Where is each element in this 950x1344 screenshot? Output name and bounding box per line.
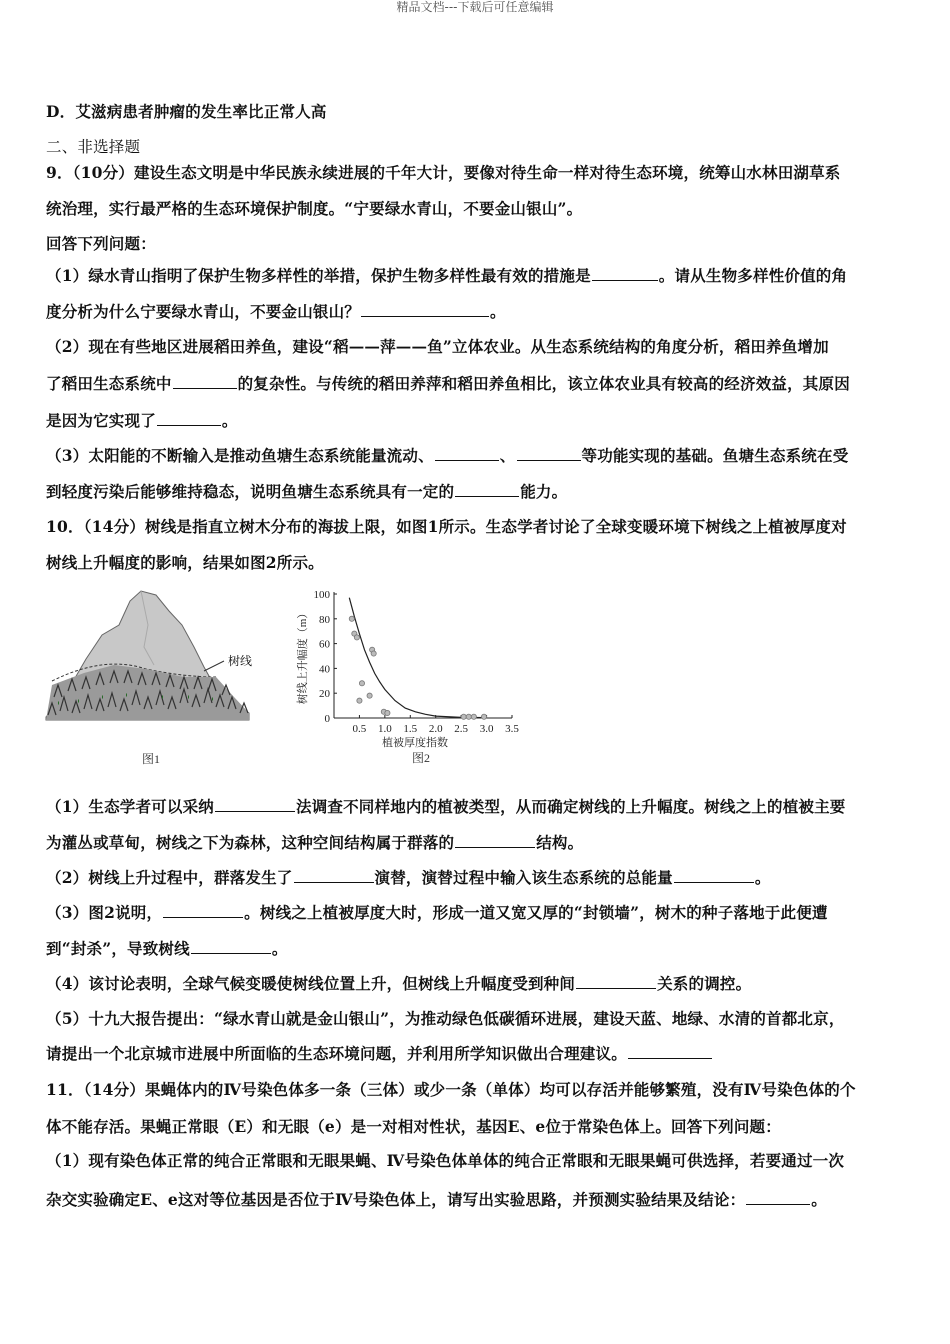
q11-stem-line2: 体不能存活。果蝇正常眼（E）和无眼（e）是一对相对性状，基因E、e位于常染色体上。回答下列问题： — [46, 1117, 781, 1136]
data-point — [385, 710, 390, 715]
section-title: 二、非选择题 — [46, 138, 141, 156]
text-part: （1）生态学者可以采纳 — [46, 797, 214, 816]
q10-1-line1 — [46, 797, 906, 817]
data-points-layer — [349, 616, 486, 719]
text-part: 。 — [271, 939, 288, 958]
text-part: （3）图2说明， — [46, 903, 163, 922]
text-part: 。 — [221, 411, 238, 430]
text-part: 结构。 — [536, 833, 584, 852]
figure1-caption: 图1 — [142, 752, 161, 766]
data-point — [354, 635, 359, 640]
figure1-mountain — [44, 585, 254, 770]
answer-blank — [157, 411, 221, 426]
text-part: 、 — [499, 446, 516, 465]
chart-axes — [314, 589, 520, 735]
text-part: 法调查不同样地内的植被类型，从而确定树线的上升幅度。树线之上的植被主要 — [296, 797, 846, 816]
answer-blank — [173, 374, 237, 389]
forest — [46, 665, 249, 720]
text-part: 。 — [754, 868, 771, 887]
q10-4 — [46, 974, 906, 994]
data-point — [471, 714, 476, 719]
q9-2-line3 — [46, 411, 906, 431]
text-part: 。 — [811, 1190, 827, 1209]
y-axis-label: 树线上升幅度（m） — [297, 607, 309, 705]
treeline-label: 树线 — [228, 654, 253, 668]
y-tick-label: 0 — [324, 713, 330, 725]
q9-stem-line2: 统治理，实行最严格的生态环境保护制度。“宁要绿水青山，不要金山银山”。 — [46, 199, 583, 218]
x-tick-label: 2.0 — [428, 723, 443, 735]
q10-1-line2 — [46, 833, 906, 853]
text-part: 演替，演替过程中输入该生态系统的总能量 — [374, 868, 673, 887]
treeline-pointer — [204, 661, 224, 671]
x-tick-label: 2.5 — [454, 723, 469, 735]
x-tick-label: 1.5 — [403, 723, 418, 735]
y-tick-label: 100 — [313, 589, 330, 601]
q9-prompt: 回答下列问题： — [46, 234, 156, 253]
text-part: 的复杂性。与传统的稻田养萍和稻田养鱼相比，该立体农业具有较高的经济效益，其原因 — [237, 374, 850, 393]
data-point — [367, 693, 372, 698]
answer-blank — [517, 446, 581, 461]
q10-5-line2 — [46, 1044, 906, 1064]
text-part: 到轻度污染后能够维持稳态，说明鱼塘生态系统具有一定的 — [46, 482, 455, 501]
text-part: 为灌丛或草甸，树线之下为森林，这种空间结构属于群落的 — [46, 833, 455, 852]
text-part: （4）该讨论表明，全球气候变暖使树线位置上升，但树线上升幅度受到种间 — [46, 974, 576, 993]
answer-blank — [294, 868, 374, 883]
q10-stem-line1: 10．（14分）树线是指直立树木分布的海拔上限，如图1所示。生态学者讨论了全球变暖环境下树线之上植被厚度对 — [46, 517, 847, 536]
data-point — [359, 681, 364, 686]
q10-3-line2 — [46, 939, 906, 959]
answer-blank — [191, 939, 271, 954]
text-part: 是因为它实现了 — [46, 411, 156, 430]
q9-3-line1 — [46, 446, 906, 466]
q9-3-line2 — [46, 482, 906, 502]
x-tick-label: 0.5 — [352, 723, 367, 735]
text-part: 能力。 — [520, 482, 568, 501]
y-tick-label: 40 — [319, 663, 330, 676]
text-part: （2）树线上升过程中，群落发生了 — [46, 868, 293, 887]
answer-blank — [215, 797, 295, 812]
q10-2 — [46, 868, 906, 888]
text-part: 到“封杀”，导致树线 — [46, 939, 190, 958]
x-tick-label: 3.5 — [505, 723, 519, 735]
data-point — [481, 714, 486, 719]
text-part: （1）绿水青山指明了保护生物多样性的举措，保护生物多样性最有效的措施是 — [46, 266, 591, 285]
answer-blank — [746, 1190, 810, 1205]
figure2-chart — [290, 582, 530, 770]
data-point — [371, 651, 376, 656]
text-part: （3）太阳能的不断输入是推动鱼塘生态系统能量流动、 — [46, 446, 434, 465]
q10-stem-line2: 树线上升幅度的影响，结果如图2所示。 — [46, 553, 324, 572]
text-part: 等功能实现的基础。鱼塘生态系统在受 — [581, 446, 849, 465]
q9-1-line1 — [46, 266, 906, 286]
x-axis-label: 植被厚度指数 — [382, 737, 448, 749]
page-header: 精品文档---下载后可任意编辑 — [396, 0, 554, 14]
text-part: 。树线之上植被厚度大时，形成一道又宽又厚的“封锁墙”，树木的种子落地于此便遭 — [244, 903, 828, 922]
data-point — [466, 714, 471, 719]
answer-blank — [435, 446, 499, 461]
text-part: 请提出一个北京城市进展中所面临的生态环境问题，并利用所学知识做出合理建议。 — [46, 1044, 627, 1063]
q10-3-line1 — [46, 903, 906, 923]
data-point — [357, 698, 362, 703]
answer-blank — [576, 974, 656, 989]
text-part: 。请从生物多样性价值的角 — [658, 266, 848, 285]
option-d: D．艾滋病患者肿瘤的发生率比正常人高 — [46, 102, 327, 121]
fit-curve-layer — [349, 598, 486, 718]
x-tick-label: 3.0 — [479, 723, 494, 735]
data-point — [461, 714, 466, 719]
q11-1-line2 — [46, 1190, 906, 1210]
answer-blank — [361, 302, 489, 317]
text-part: 度分析为什么宁要绿水青山，不要金山银山？ — [46, 302, 361, 321]
answer-blank — [674, 868, 754, 883]
answer-blank — [628, 1044, 712, 1059]
answer-blank — [163, 903, 243, 918]
figure2-caption: 图2 — [411, 751, 431, 765]
answer-blank — [455, 482, 519, 497]
text-part: 。 — [490, 302, 506, 321]
fit-curve — [349, 598, 486, 718]
answer-blank — [592, 266, 658, 281]
answer-blank — [455, 833, 535, 848]
q9-2-line1: （2）现在有些地区进展稻田养鱼，建设“稻——萍——鱼”立体农业。从生态系统结构的角度分析，稻田养鱼增加 — [46, 337, 829, 356]
x-tick-label: 1.0 — [377, 723, 392, 735]
q11-1-line1: （1）现有染色体正常的纯合正常眼和无眼果蝇、Ⅳ号染色体单体的纯合正常眼和无眼果蝇可供选择，若要通过一次 — [46, 1151, 845, 1170]
text-part: 杂交实验确定E、e这对等位基因是否位于Ⅳ号染色体上，请写出实验思路，并预测实验结果及结论： — [46, 1190, 746, 1209]
text-part: 了稻田生态系统中 — [46, 374, 172, 393]
y-tick-label: 80 — [319, 613, 330, 626]
q10-5-line1: （5）十九大报告提出：“绿水青山就是金山银山”，为推动绿色低碳循环进展，建设天蓝、地绿、水清的首都北京， — [46, 1009, 845, 1028]
y-tick-label: 20 — [319, 688, 330, 701]
data-point — [349, 616, 354, 621]
q9-2-line2 — [46, 374, 906, 394]
y-tick-label: 60 — [319, 638, 330, 651]
q9-stem-line1: 9．（10分）建设生态文明是中华民族永续进展的千年大计，要像对待生命一样对待生态环境，统筹山水林田湖草系 — [46, 163, 841, 182]
q9-1-line2 — [46, 302, 906, 322]
q11-stem-line1: 11．（14分）果蝇体内的Ⅳ号染色体多一条（三体）或少一条（单体）均可以存活并能够繁殖，没有Ⅳ号染色体的个 — [46, 1080, 856, 1099]
text-part: 关系的调控。 — [657, 974, 752, 993]
